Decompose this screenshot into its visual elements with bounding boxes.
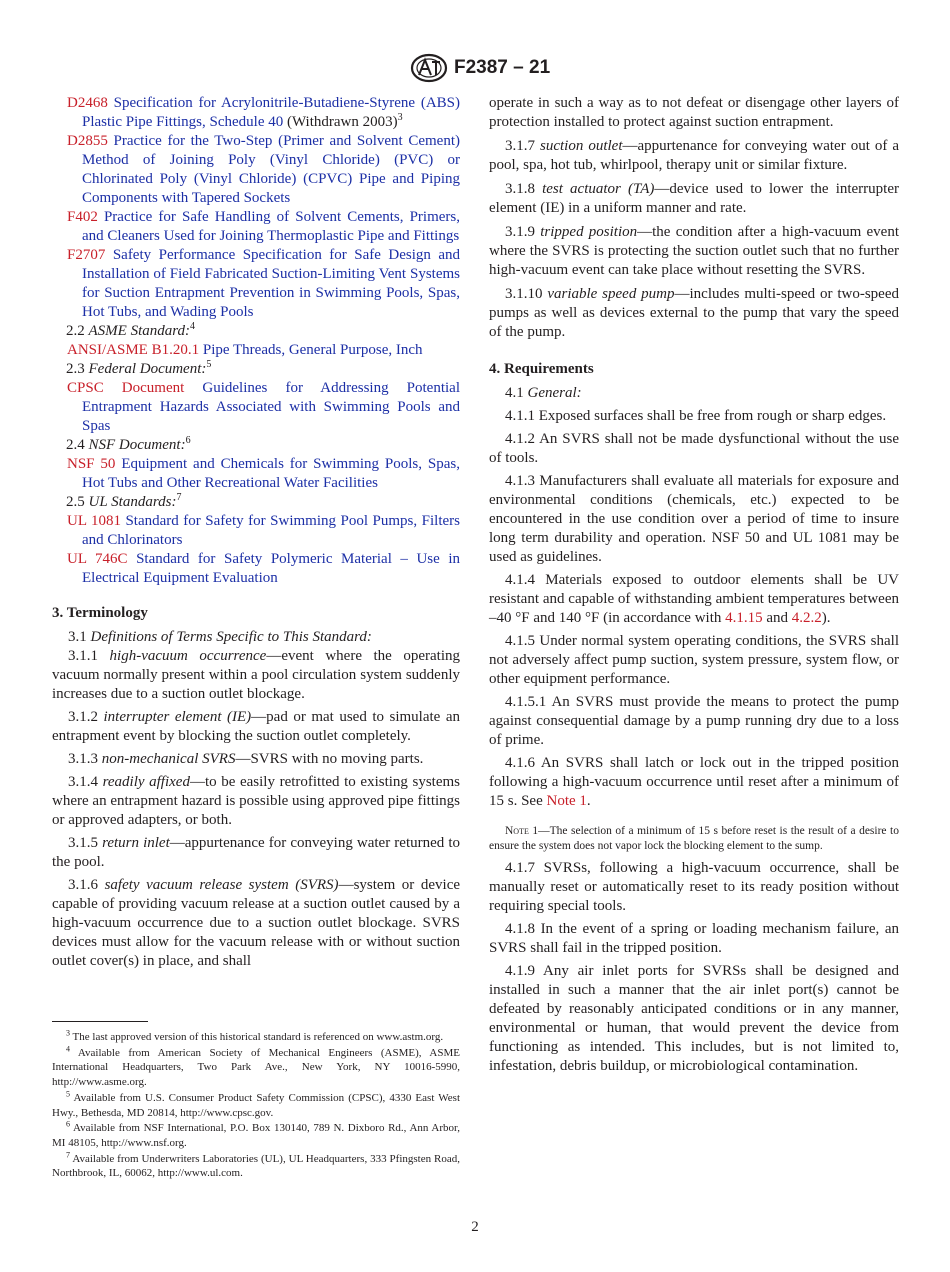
definition-3-1-3: 3.1.3 non-mechanical SVRS—SVRS with no moving parts. [68,751,424,767]
section-2-2: 2.2 ASME Standard:$^4$ [66,321,196,339]
reference-code[interactable]: F2707 [67,247,106,263]
reference-title[interactable]: Standard for Safety for Swimming Pool Pumps, Filters and Chlorinators [82,513,460,548]
reference-ul746c [52,550,460,588]
reference-cpsc [52,379,460,436]
requirement-4-1-8: 4.1.8 In the event of a spring or loading mechanism failure, an SVRS shall fail in the tripped position. [489,921,899,956]
section-4-1: 4.1 General: [505,385,582,401]
reference-asme [52,341,460,360]
definition-3-1-2: 3.1.2 interrupter element (IE)—pad or mat used to simulate an entrapment event by blocking the suction outlet completely. [52,709,460,744]
link-note-1[interactable]: Note 1 [546,793,587,809]
page-header [0,53,950,87]
reference-title[interactable]: Pipe Threads, General Purpose, Inch [202,342,423,358]
requirement-4-1-5-1: 4.1.5.1 An SVRS must provide the means to protect the pump against consequential damage by a pump running dry due to a loss of prime. [489,694,899,748]
reference-code[interactable]: UL 1081 [67,513,121,529]
footnote: $^5$ Available from U.S. Consumer Product Safety Commission (CPSC), 4330 East West Hwy., Bethesda, MD 20814, http://www.cpsc.gov. [52,1089,460,1119]
page-number: 2 [471,1219,479,1235]
reference-f402 [52,208,460,246]
definition-3-1-6-continued: operate in such a way as to not defeat or disengage other layers of protection installed to protect against suction entrapment. [489,95,899,130]
section-2-4: 2.4 NSF Document:$^6$ [66,435,191,453]
reference-d2855 [52,132,460,208]
link-4-1-15[interactable]: 4.1.15 [725,610,763,626]
link-4-2-2[interactable]: 4.2.2 [791,610,822,626]
definition-3-1-8: 3.1.8 test actuator (TA)—device used to lower the interrupter element (IE) in a uniform manner and rate. [489,181,899,216]
requirement-4-1-6: 4.1.6 An SVRS shall latch or lock out in the tripped position following a high-vacuum occurrence until reset after a minimum of 15 s. See Note 1. [489,755,899,809]
reference-title[interactable]: Practice for the Two-Step (Primer and Solvent Cement) Method of Joining Poly (Vinyl Chloride) (PVC) or Chlorinated Poly (Vinyl Chloride) (CPVC) Pipe and Piping Components with Tapered Sockets [82,133,461,206]
definition-3-1-7: 3.1.7 suction outlet—appurtenance for conveying water out of a pool, spa, hot tub, whirlpool, therapy unit or similar fixture. [489,138,899,173]
reference-code[interactable]: ANSI/ASME B1.20.1 [67,342,200,358]
reference-title[interactable]: Practice for Safe Handling of Solvent Cements, Primers, and Cleaners Used for Joining Thermoplastic Pipe and Fittings [82,209,461,244]
section-heading-requirements: 4. Requirements [489,361,594,377]
reference-code[interactable]: NSF 50 [67,456,116,472]
footnotes [52,1030,460,1182]
reference-title[interactable]: Equipment and Chemicals for Swimming Pools, Spas, Hot Tubs and Other Recreational Water Facilities [82,456,461,491]
section-heading-terminology: 3. Terminology [52,605,148,621]
reference-title[interactable]: Safety Performance Specification for Safe Design and Installation of Field Fabricated Suction-Limiting Vent Systems for Suction Entrapment Prevention in Swimming Pools, Spas, Hot Tubs, and Wading Pools [82,247,460,320]
astm-logo-icon [409,53,449,83]
reference-title[interactable]: Guidelines for Addressing Potential Entrapment Hazards Associated with Swimming Pools and Spas [82,380,460,434]
definition-3-1-5: 3.1.5 return inlet—appurtenance for conveying water returned to the pool. [52,835,460,870]
reference-title[interactable]: Standard for Safety Polymeric Material – Use in Electrical Equipment Evaluation [82,551,461,586]
reference-d2468: D2468 Specification for Acrylonitrile-Butadiene-Styrene (ABS) Plastic Pipe Fittings, Schedule 40 (Withdrawn 2003)$^3$ [67,95,461,130]
requirement-4-1-4: 4.1.4 Materials exposed to outdoor elements shall be UV resistant and capable of withstanding ambient temperatures between –40 °F and 140 °F (in accordance with 4.1.15 and 4.2.2). [489,572,899,626]
reference-nsf50 [52,455,460,493]
footnote: $^3$ The last approved version of this historical standard is referenced on www.astm.org. [66,1028,444,1043]
requirement-4-1-3: 4.1.3 Manufacturers shall evaluate all materials for exposure and environmental conditions (chemicals, etc.) expected to be encountered in the use condition over a period of time to insure long term durability and operation. NSF 50 and UL 1081 may be used as guidelines. [489,473,899,565]
reference-code[interactable]: D2855 [67,133,108,149]
section-2-5: 2.5 UL Standards:$^7$ [66,492,182,510]
footnote: $^4$ Available from American Society of Mechanical Engineers (ASME), ASME International Headquarters, Two Park Ave., New York, NY 10016-5990, http://www.asme.org. [52,1044,460,1089]
definition-3-1-4: 3.1.4 readily affixed—to be easily retrofitted to existing systems where an entrapment hazard is possible using approved pipe fittings or approved adapters, or both. [52,774,461,828]
section-3-1: 3.1 Definitions of Terms Specific to This Standard: [68,629,372,645]
requirement-4-1-2: 4.1.2 An SVRS shall not be made dysfunctional without the use of tools. [489,431,899,466]
requirement-4-1-9: 4.1.9 Any air inlet ports for SVRSs shall be designed and installed in such a manner that the air inlet port(s) cannot be defeated by reasonably anticipated conditions or in any manner, environmental or human, that would prevent the device from functioning as intended. This includes, but is not limited to, infestation, debris buildup, or microbiological contamination. [489,963,899,1074]
note-1: Note 1—The selection of a minimum of 15 s before reset is the result of a desire to ensure the system does not vapor lock the blocking element to the sump. [489,825,899,852]
reference-code[interactable]: F402 [67,209,98,225]
requirement-4-1-1: 4.1.1 Exposed surfaces shall be free from rough or sharp edges. [505,408,887,424]
reference-code[interactable]: D2468 [67,95,108,111]
right-column [489,94,899,1076]
requirement-4-1-7: 4.1.7 SVRSs, following a high-vacuum occurrence, shall be manually reset or automatically reset to its ready position without requiring special tools. [489,860,899,914]
reference-code[interactable]: CPSC Document [67,380,185,396]
left-column [52,94,460,971]
section-2-3: 2.3 Federal Document:$^5$ [66,359,212,377]
reference-code[interactable]: UL 746C [67,551,128,567]
requirement-4-1-5: 4.1.5 Under normal system operating conditions, the SVRS shall not adversely affect pump suction, system pressure, system flow, or other equipment performance. [489,633,899,687]
reference-ul1081 [52,512,460,550]
document-id: F2387 – 21 [454,57,551,78]
footnote: $^6$ Available from NSF International, P.O. Box 130140, 789 N. Dixboro Rd., Ann Arbor, MI 48105, http://www.nsf.org. [52,1119,460,1149]
definition-3-1-9: 3.1.9 tripped position—the condition after a high-vacuum event where the SVRS is protecting the suction outlet such that no further high-vacuum event can take place without resetting the SVRS. [489,224,900,278]
definition-3-1-6: 3.1.6 safety vacuum release system (SVRS)—system or device capable of providing vacuum release at a suction outlet caused by a high-vacuum occurrence due to a suction outlet blockage. SVRS devices must allow for the vacuum release with or without suction outlet cover(s) in place, and shall [52,877,461,969]
definition-3-1-1: 3.1.1 high-vacuum occurrence—event where the operating vacuum normally present within a pool circulation system suddenly increases due to a suction outlet blockage. [52,648,461,702]
reference-f2707 [52,246,460,322]
reference-title[interactable]: Specification for Acrylonitrile-Butadiene-Styrene (ABS) Plastic Pipe Fittings, Schedule 40 [82,95,461,130]
definition-3-1-10: 3.1.10 variable speed pump—includes multi-speed or two-speed pumps as well as devices external to the pump that vary the speed of the pump. [489,286,899,340]
footnote-divider [52,1021,148,1022]
footnote: $^7$ Available from Underwriters Laboratories (UL), UL Headquarters, 333 Pfingsten Road, Northbrook, IL, 60062, http://www.ul.com. [52,1149,460,1180]
